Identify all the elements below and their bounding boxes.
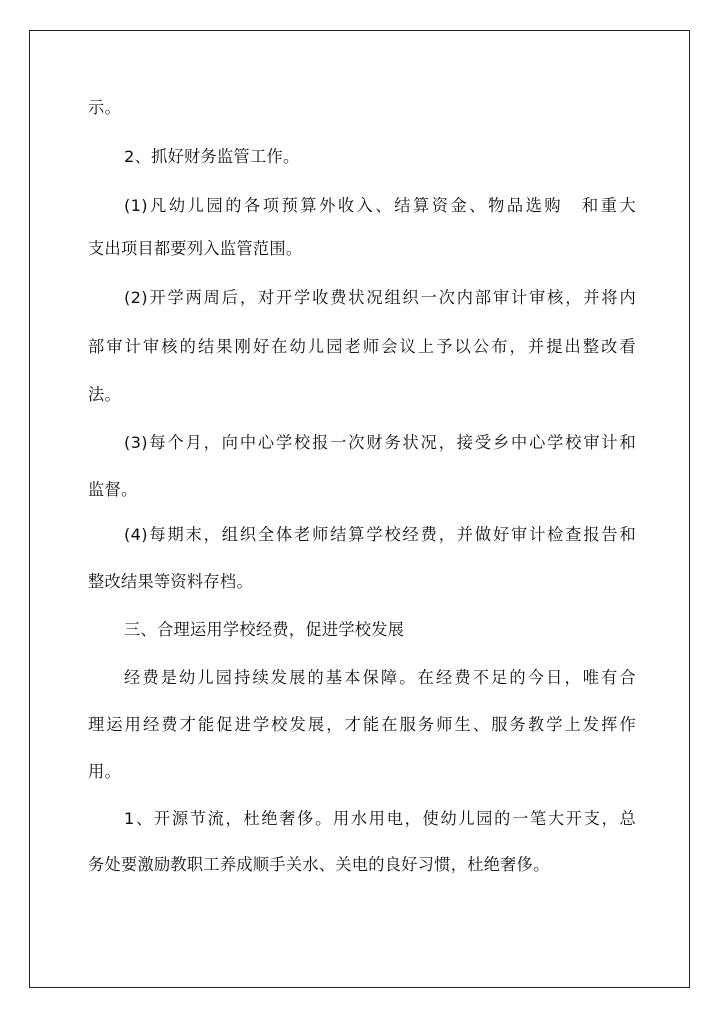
text-line: 部审计审核的结果刚好在幼儿园老师会议上予以公布，并提出整改看: [88, 337, 636, 356]
page-border: [29, 30, 690, 988]
text-line: (4)每期末，组织全体老师结算学校经费，并做好审计检查报告和: [124, 525, 636, 544]
text-line: (2)开学两周后，对开学收费状况组织一次内部审计审核，并将内: [124, 288, 636, 307]
text-line: 监督。: [88, 480, 138, 499]
text-line: 支出项目都要列入监管范围。: [88, 239, 303, 258]
text-line: 整改结果等资料存档。: [88, 572, 253, 591]
text-line: 1、开源节流，杜绝奢侈。用水用电，使幼儿园的一笔大开支，总: [124, 809, 636, 828]
text-line: 理运用经费才能促进学校发展，才能在服务师生、服务教学上发挥作: [88, 715, 636, 734]
text-line: 用。: [88, 762, 121, 781]
text-line: 经费是幼儿园持续发展的基本保障。在经费不足的今日，唯有合: [124, 668, 636, 687]
text-line: 务处要激励教职工养成顺手关水、关电的良好习惯，杜绝奢侈。: [88, 855, 550, 874]
text-line: (3)每个月，向中心学校报一次财务状况，接受乡中心学校审计和: [124, 433, 636, 452]
text-line: (1)凡幼儿园的各项预算外收入、结算资金、物品选购 和重大: [124, 196, 636, 215]
text-line: 法。: [88, 385, 121, 404]
section-heading: 2、抓好财务监管工作。: [124, 147, 300, 166]
section-heading: 三、合理运用学校经费，促进学校发展: [124, 620, 405, 639]
text-line: 示。: [88, 98, 121, 117]
